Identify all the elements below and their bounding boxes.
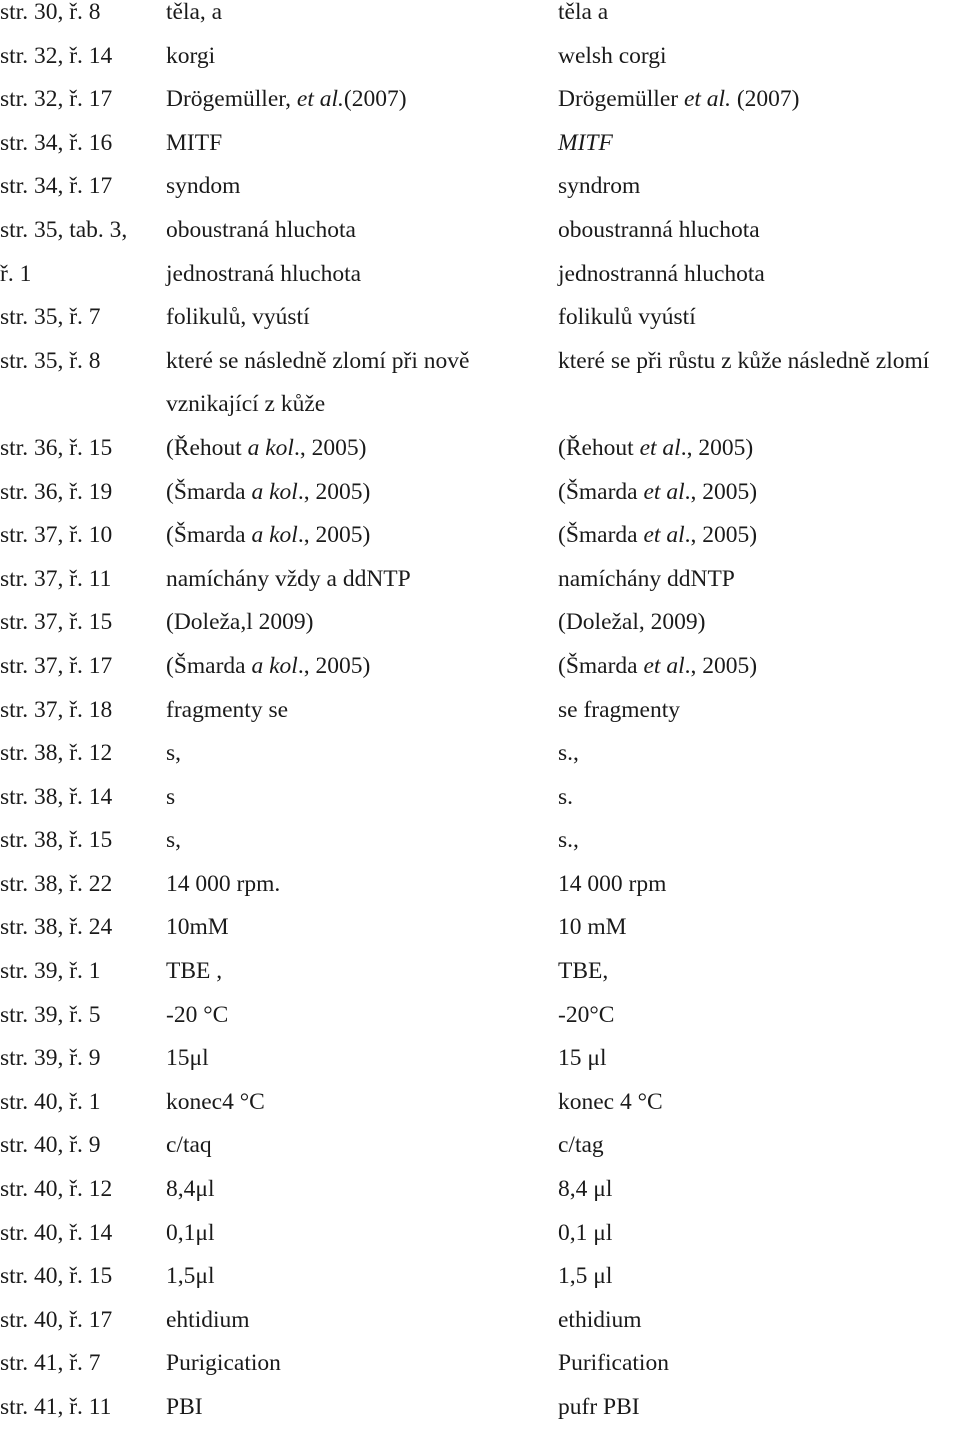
corrected-text-cell xyxy=(558,1003,960,1027)
incorrect-text-continuation: vznikající z kůže xyxy=(166,391,326,418)
text-segment: (Doleža,l 2009) xyxy=(166,609,314,636)
location-cell: str. 40, ř. 12 xyxy=(0,1176,113,1203)
text-segment: -20°C xyxy=(558,1001,615,1028)
corrected-text-cell xyxy=(558,785,960,809)
incorrect-text-cell xyxy=(166,1395,551,1419)
text-segment: 15 μl xyxy=(558,1045,607,1072)
errata-row xyxy=(0,131,960,175)
errata-row xyxy=(0,262,960,306)
text-segment: (Šmarda xyxy=(166,478,252,505)
location-cell: str. 37, ř. 10 xyxy=(0,522,113,549)
italic-segment: et al xyxy=(643,652,685,679)
incorrect-text-cell xyxy=(166,915,551,939)
text-segment: folikulů, vyústí xyxy=(166,304,310,331)
text-segment: (2007) xyxy=(730,86,800,113)
errata-row xyxy=(0,1308,960,1352)
location-cell: str. 37, ř. 18 xyxy=(0,696,113,723)
errata-row xyxy=(0,567,960,611)
text-segment: jednostranná hluchota xyxy=(558,260,765,287)
text-segment: Drögemüller xyxy=(558,86,684,113)
text-segment: oboustraná hluchota xyxy=(166,216,356,243)
corrected-text-cell xyxy=(558,610,960,634)
text-segment: Drögemüller, xyxy=(166,86,297,113)
corrected-text-cell xyxy=(558,1351,960,1375)
location-cell: str. 35, tab. 3, xyxy=(0,216,128,243)
errata-row xyxy=(0,0,960,44)
corrected-text-cell xyxy=(558,1308,960,1332)
text-segment: MITF xyxy=(166,129,223,156)
italic-segment: et al. xyxy=(683,86,731,113)
text-segment: welsh corgi xyxy=(558,42,667,69)
text-segment: (Šmarda xyxy=(166,522,252,549)
incorrect-text-cell xyxy=(166,44,551,68)
text-segment: ., 2005) xyxy=(293,434,367,461)
errata-row xyxy=(0,480,960,524)
text-segment: ., 2005) xyxy=(684,652,758,679)
location-cell: str. 40, ř. 9 xyxy=(0,1132,101,1159)
text-segment: (Šmarda xyxy=(558,522,644,549)
corrected-text-cell xyxy=(558,1090,960,1114)
corrected-text-cell xyxy=(558,349,960,373)
text-segment: 1,5μl xyxy=(166,1263,215,1290)
errata-row xyxy=(0,1264,960,1308)
text-segment: 0,1μl xyxy=(166,1219,215,1246)
location-cell: str. 30, ř. 8 xyxy=(0,0,101,25)
incorrect-text-cell xyxy=(166,872,551,896)
location-cell: str. 40, ř. 14 xyxy=(0,1219,113,1246)
location-cell: str. 34, ř. 17 xyxy=(0,173,113,200)
errata-row xyxy=(0,610,960,654)
text-segment: pufr PBI xyxy=(558,1394,640,1420)
location-cell: str. 39, ř. 5 xyxy=(0,1001,101,1028)
text-segment: jednostraná hluchota xyxy=(166,260,362,287)
text-segment: se fragmenty xyxy=(558,696,681,723)
location-cell: str. 38, ř. 12 xyxy=(0,740,113,767)
text-segment: s xyxy=(166,783,176,810)
incorrect-text-cell xyxy=(166,828,551,852)
text-segment: syndom xyxy=(166,173,241,200)
location-cell: str. 38, ř. 15 xyxy=(0,827,113,854)
italic-segment: a kol xyxy=(247,434,294,461)
errata-row xyxy=(0,1221,960,1265)
text-segment: které se při růstu z kůže následně zlomí xyxy=(558,347,930,374)
text-segment: (Doležal, 2009) xyxy=(558,609,706,636)
text-segment: 1,5 μl xyxy=(558,1263,613,1290)
text-segment: 15μl xyxy=(166,1045,209,1072)
text-segment: 8,4μl xyxy=(166,1176,215,1203)
errata-row xyxy=(0,44,960,88)
incorrect-text-cell xyxy=(166,87,551,111)
incorrect-text-cell xyxy=(166,262,551,286)
text-segment: ehtidium xyxy=(166,1306,250,1333)
location-cell: str. 32, ř. 17 xyxy=(0,86,113,113)
text-segment: (Řehout xyxy=(558,434,640,461)
location-cell: str. 40, ř. 15 xyxy=(0,1263,113,1290)
text-segment: které se následně zlomí při nově xyxy=(166,347,470,374)
text-segment: c/taq xyxy=(166,1132,212,1159)
corrected-text-cell xyxy=(558,131,960,155)
corrected-text-cell xyxy=(558,741,960,765)
location-cell: str. 36, ř. 19 xyxy=(0,478,113,505)
text-segment: Purification xyxy=(558,1350,669,1377)
location-cell: str. 38, ř. 22 xyxy=(0,870,113,897)
corrected-text-cell xyxy=(558,915,960,939)
text-segment: ., 2005) xyxy=(684,478,758,505)
incorrect-text-cell xyxy=(166,480,551,504)
location-cell: str. 35, ř. 7 xyxy=(0,304,101,331)
text-segment: konec4 °C xyxy=(166,1088,265,1115)
text-segment: s, xyxy=(166,740,182,767)
location-cell: str. 32, ř. 14 xyxy=(0,42,113,69)
errata-row xyxy=(0,741,960,785)
text-segment: namíchány ddNTP xyxy=(558,565,735,592)
errata-row xyxy=(0,305,960,349)
text-segment: s. xyxy=(558,783,574,810)
text-segment: (Šmarda xyxy=(166,652,252,679)
location-cell: str. 37, ř. 17 xyxy=(0,652,113,679)
errata-row xyxy=(0,1090,960,1134)
corrected-text-cell xyxy=(558,44,960,68)
corrected-text-cell xyxy=(558,959,960,983)
errata-row xyxy=(0,1177,960,1221)
italic-segment: a kol xyxy=(251,478,298,505)
text-segment: těla, a xyxy=(166,0,223,25)
corrected-text-cell xyxy=(558,1264,960,1288)
incorrect-text-cell xyxy=(166,698,551,722)
text-segment: konec 4 °C xyxy=(558,1088,663,1115)
corrected-text-cell xyxy=(558,872,960,896)
italic-segment: et al. xyxy=(296,86,344,113)
text-segment: ., 2005) xyxy=(680,434,754,461)
text-segment: -20 °C xyxy=(166,1001,229,1028)
text-segment: 8,4 μl xyxy=(558,1176,613,1203)
italic-segment: et al xyxy=(643,522,685,549)
corrected-text-cell xyxy=(558,567,960,591)
incorrect-text-cell xyxy=(166,1308,551,1332)
errata-row xyxy=(0,654,960,698)
incorrect-text-cell xyxy=(166,523,551,547)
location-cell: str. 37, ř. 15 xyxy=(0,609,113,636)
corrected-text-cell xyxy=(558,698,960,722)
errata-row xyxy=(0,872,960,916)
errata-row xyxy=(0,1395,960,1439)
incorrect-text-cell xyxy=(166,741,551,765)
italic-segment: MITF xyxy=(558,129,613,156)
errata-row xyxy=(0,87,960,131)
location-cell: ř. 1 xyxy=(0,260,32,287)
incorrect-text-cell xyxy=(166,0,551,24)
text-segment: (2007) xyxy=(343,86,407,113)
corrected-text-cell xyxy=(558,262,960,286)
italic-segment: a kol xyxy=(251,522,298,549)
location-cell: str. 35, ř. 8 xyxy=(0,347,101,374)
corrected-text-cell xyxy=(558,0,960,24)
incorrect-text-cell xyxy=(166,785,551,809)
text-segment: 10 mM xyxy=(558,914,627,941)
incorrect-text-cell xyxy=(166,610,551,634)
incorrect-text-cell xyxy=(166,305,551,329)
incorrect-text-cell xyxy=(166,349,551,417)
text-segment: 0,1 μl xyxy=(558,1219,613,1246)
corrected-text-cell xyxy=(558,523,960,547)
incorrect-text-cell xyxy=(166,1221,551,1245)
location-cell: str. 41, ř. 11 xyxy=(0,1394,112,1420)
corrected-text-cell xyxy=(558,305,960,329)
text-segment: 10mM xyxy=(166,914,229,941)
corrected-text-cell xyxy=(558,828,960,852)
text-segment: s., xyxy=(558,827,579,854)
text-segment: ., 2005) xyxy=(684,522,758,549)
errata-row xyxy=(0,915,960,959)
incorrect-text-cell xyxy=(166,436,551,460)
italic-segment: et al xyxy=(639,434,681,461)
corrected-text-cell xyxy=(558,218,960,242)
text-segment: 14 000 rpm. xyxy=(166,870,281,897)
errata-row xyxy=(0,218,960,262)
incorrect-text-cell xyxy=(166,1133,551,1157)
errata-row xyxy=(0,1046,960,1090)
text-segment: (Řehout xyxy=(166,434,248,461)
errata-row xyxy=(0,828,960,872)
text-segment: (Šmarda xyxy=(558,652,644,679)
incorrect-text-cell xyxy=(166,1177,551,1201)
errata-row xyxy=(0,1003,960,1047)
location-cell: str. 39, ř. 1 xyxy=(0,958,101,985)
location-cell: str. 38, ř. 14 xyxy=(0,783,113,810)
text-segment: folikulů vyústí xyxy=(558,304,696,331)
italic-segment: et al xyxy=(643,478,685,505)
errata-row xyxy=(0,174,960,218)
text-segment: syndrom xyxy=(558,173,641,200)
incorrect-text-cell xyxy=(166,1264,551,1288)
text-segment: (Šmarda xyxy=(558,478,644,505)
corrected-text-cell xyxy=(558,436,960,460)
text-segment: fragmenty se xyxy=(166,696,289,723)
corrected-text-cell xyxy=(558,1395,960,1419)
incorrect-text-cell xyxy=(166,567,551,591)
text-segment: namíchány vždy a ddNTP xyxy=(166,565,411,592)
incorrect-text-cell xyxy=(166,1046,551,1070)
text-segment: 14 000 rpm xyxy=(558,870,667,897)
incorrect-text-cell xyxy=(166,1351,551,1375)
errata-row xyxy=(0,349,960,436)
location-cell: str. 37, ř. 11 xyxy=(0,565,112,592)
text-segment: TBE , xyxy=(166,958,223,985)
errata-row xyxy=(0,959,960,1003)
incorrect-text-cell xyxy=(166,131,551,155)
errata-row xyxy=(0,785,960,829)
location-cell: str. 36, ř. 15 xyxy=(0,434,113,461)
incorrect-text-cell xyxy=(166,959,551,983)
errata-row xyxy=(0,1133,960,1177)
text-segment: s, xyxy=(166,827,182,854)
location-cell: str. 39, ř. 9 xyxy=(0,1045,101,1072)
errata-row xyxy=(0,1351,960,1395)
text-segment: c/tag xyxy=(558,1132,604,1159)
corrected-text-cell xyxy=(558,1133,960,1157)
incorrect-text-cell xyxy=(166,654,551,678)
corrected-text-cell xyxy=(558,1177,960,1201)
corrected-text-cell xyxy=(558,654,960,678)
corrected-text-cell xyxy=(558,174,960,198)
location-cell: str. 40, ř. 17 xyxy=(0,1306,113,1333)
location-cell: str. 34, ř. 16 xyxy=(0,129,113,156)
text-segment: s., xyxy=(558,740,579,767)
location-cell: str. 40, ř. 1 xyxy=(0,1088,101,1115)
incorrect-text-cell xyxy=(166,218,551,242)
incorrect-text-cell xyxy=(166,174,551,198)
incorrect-text-cell xyxy=(166,1003,551,1027)
text-segment: ., 2005) xyxy=(297,652,371,679)
corrected-text-cell xyxy=(558,1046,960,1070)
text-segment: TBE, xyxy=(558,958,609,985)
corrected-text-cell xyxy=(558,87,960,111)
corrected-text-cell xyxy=(558,480,960,504)
italic-segment: a kol xyxy=(251,652,298,679)
text-segment: Purigication xyxy=(166,1350,281,1377)
errata-row xyxy=(0,698,960,742)
corrected-text-cell xyxy=(558,1221,960,1245)
errata-row xyxy=(0,523,960,567)
location-cell: str. 41, ř. 7 xyxy=(0,1350,101,1377)
location-cell: str. 38, ř. 24 xyxy=(0,914,113,941)
text-segment: PBI xyxy=(166,1394,203,1420)
errata-row xyxy=(0,436,960,480)
text-segment: ethidium xyxy=(558,1306,642,1333)
incorrect-text-cell xyxy=(166,1090,551,1114)
text-segment: ., 2005) xyxy=(297,478,371,505)
text-segment: korgi xyxy=(166,42,216,69)
text-segment: oboustranná hluchota xyxy=(558,216,760,243)
text-segment: těla a xyxy=(558,0,609,25)
text-segment: ., 2005) xyxy=(297,522,371,549)
